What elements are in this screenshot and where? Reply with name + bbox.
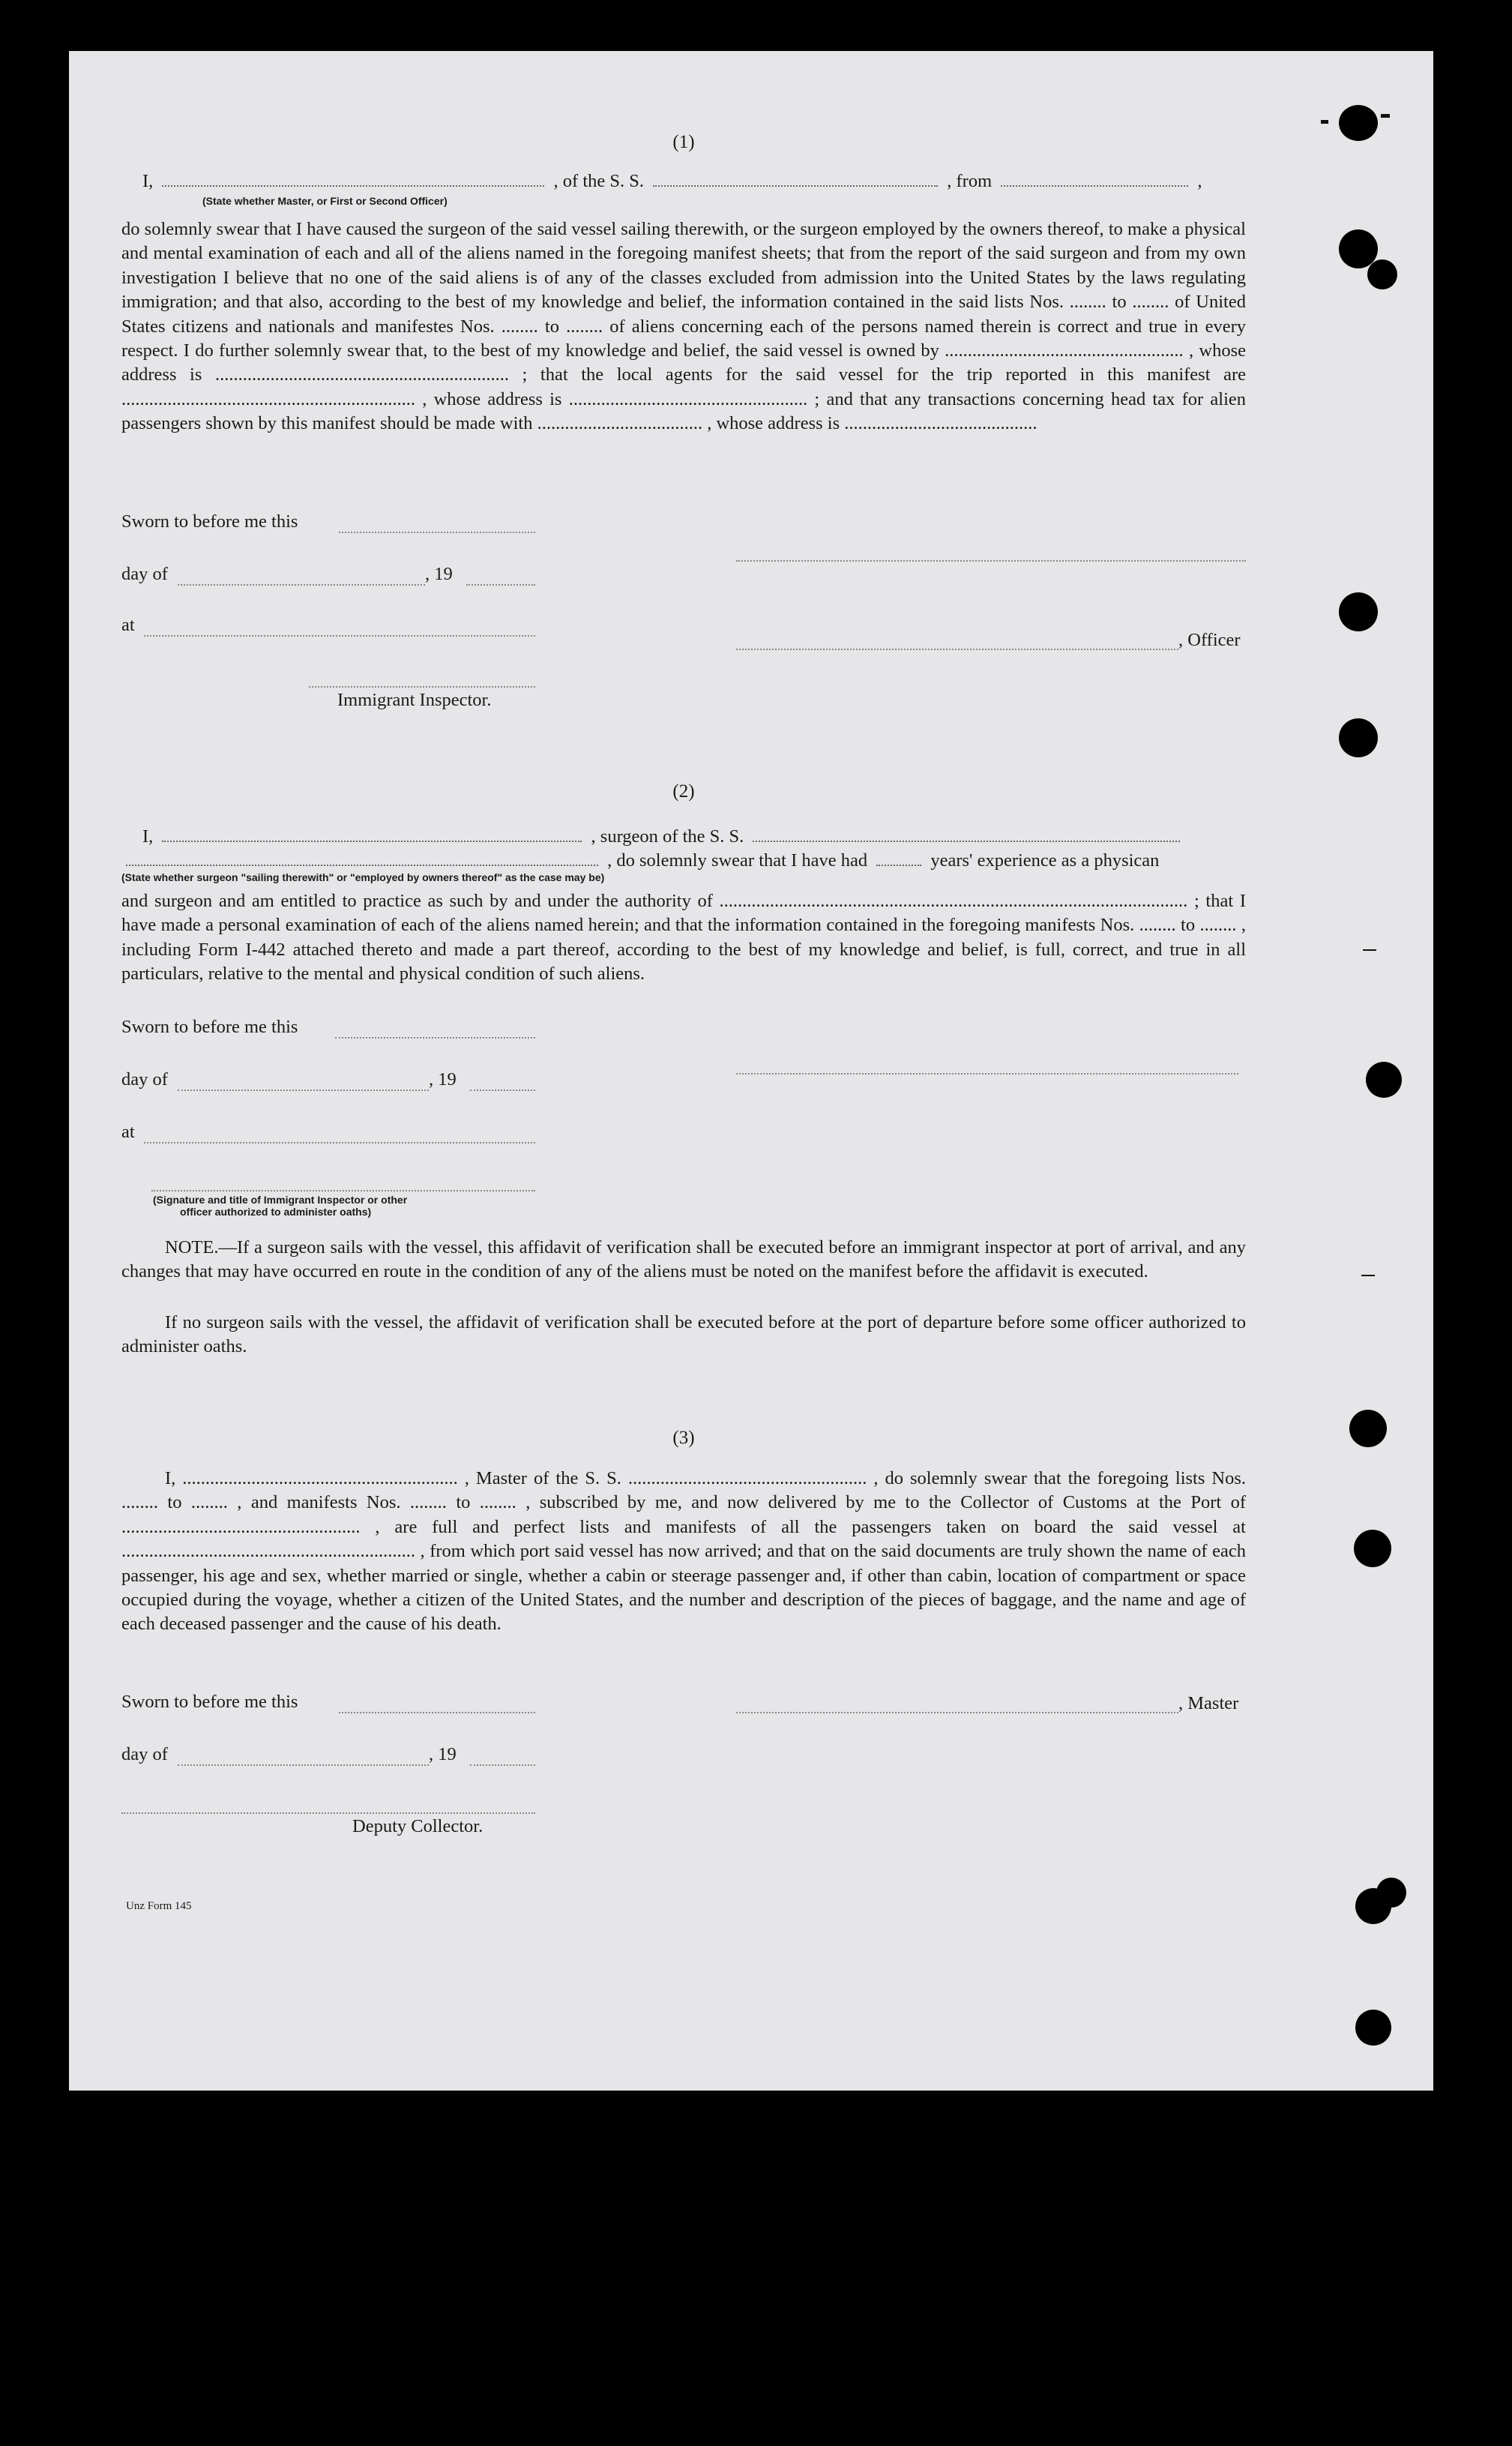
year-field-2[interactable] [470, 1089, 535, 1091]
place-field-2[interactable] [144, 1141, 535, 1144]
section-2-oath-paragraph: and surgeon and am entitled to practice as such by and under the authority of ...................................................................................................... ; that I have made a personal examination of each of the aliens named herein; and that the information contained in the foregoing manifests Nos. ........ to ........ , including Form I-442 attached thereto and made a part thereof, according to the best of my knowledge and belief, is full, correct, and true in all particulars, relative to the mental and physical condition of such aliens. [121, 891, 1246, 985]
section-2-line2 [121, 850, 1159, 871]
from-label: , from [947, 171, 993, 191]
day-of-label-2: day of [121, 1069, 168, 1090]
sworn-label-2: Sworn to before me this [121, 1017, 298, 1037]
officer-signature-field[interactable] [736, 559, 1246, 562]
section-3-oath-paragraph: I, ............................................................ , Master of the S. S. .................................................... , do solemnly swear that the foregoing lists Nos. ........ to ........ , and manifests Nos. ........ to ........ , subscribed by me, and now delivered by me to the Collector of Customs at the Port of .................................................... , are full and perfect lists and manifests of all the passengers taken on board the said vessel at ................................................................ , from which port said vessel has now arrived; and that on the said documents are truly shown the name of each passenger, his age and sex, whether married or single, whether a cabin or steerage passenger and, if other than cabin, location of compartment or space occupied during the voyage, whether a citizen of the United States, and the number and description of the pieces of baggage, and the name and age of each deceased passenger and the cause of his death. [121, 1468, 1246, 1635]
year-field-3[interactable] [470, 1764, 535, 1766]
signature-note-line-2: officer authorized to administer oaths) [180, 1206, 372, 1218]
officer-rank-note: (State whether Master, or First or Second Officer) [202, 195, 448, 207]
officer-name-field[interactable] [736, 648, 1178, 650]
collector-signature-field[interactable] [121, 1812, 535, 1814]
surgeon-status-field[interactable] [126, 864, 598, 866]
sworn-date-field-1[interactable] [339, 531, 535, 533]
trailing-comma: , [1197, 171, 1202, 191]
administering-officer-signature-field[interactable] [151, 1189, 535, 1192]
vessel-name-field[interactable] [653, 184, 938, 187]
binder-hole [1339, 592, 1378, 631]
place-field-1[interactable] [144, 634, 535, 637]
years-field[interactable] [876, 864, 921, 866]
surgeon-signature-field[interactable] [736, 1072, 1238, 1075]
sworn-label-1: Sworn to before me this [121, 511, 298, 532]
from-port-field[interactable] [1001, 184, 1188, 187]
binder-hole [1349, 1410, 1387, 1447]
surgeon-name-field[interactable] [162, 840, 582, 842]
sworn-label-3: Sworn to before me this [121, 1692, 298, 1712]
binder-hole [1366, 1062, 1402, 1098]
section-2-number: (2) [672, 781, 695, 802]
margin-mark [1321, 120, 1328, 124]
section-3-number: (3) [672, 1428, 695, 1448]
margin-mark [1381, 114, 1390, 118]
at-label-1: at [121, 615, 135, 635]
year-label-3: , 19 [429, 1744, 457, 1764]
day-of-label-1: day of [121, 564, 168, 584]
year-label-2: , 19 [429, 1069, 457, 1090]
binder-hole [1354, 1530, 1391, 1567]
sworn-date-field-3[interactable] [339, 1711, 535, 1713]
surgeon-label: , surgeon of the S. S. [591, 826, 744, 847]
binder-hole [1339, 718, 1378, 757]
binder-hole [1355, 2010, 1391, 2046]
sworn-date-field-2[interactable] [335, 1036, 535, 1039]
section-1-number: (1) [672, 132, 695, 152]
experience-text: years' experience as a physican [930, 850, 1160, 871]
day-month-field-1[interactable] [178, 583, 425, 586]
margin-mark [1361, 1275, 1375, 1276]
manifest-page [69, 51, 1433, 2091]
binder-hole [1339, 105, 1378, 141]
name-field[interactable] [162, 184, 544, 187]
master-label: , Master [1178, 1693, 1239, 1713]
section-1-oath-paragraph: do solemnly swear that I have caused the surgeon of the said vessel sailing therewith, or the surgeon employed by the owners thereof, to make a physical and mental examination of each and all of the aliens named in the foregoing manifest sheets; that from the report of the said surgeon and from my own investigation I believe that no one of the said aliens is of any of the classes excluded from admission into the United States by the laws regulating immigration; and that also, according to the best of my knowledge and belief, the information contained in the said lists Nos. ........ to ........ of United States citizens and nationals and manifestes Nos. ........ to ........ of aliens concerning each of the persons named therein is correct and true in every respect. I do further solemnly swear that, to the best of my knowledge and belief, the said vessel is owned by .................................................... , whose address is ................................................................ ; that the local agents for the said vessel for the trip reported in this manifest are ................................................................ , whose address is .................................................... ; and that any transactions concerning head tax for alien passengers shown by this manifest should be made with .................................... , whose address is .......................................... [121, 219, 1246, 434]
year-field-1[interactable] [466, 583, 535, 586]
day-month-field-3[interactable] [178, 1764, 429, 1766]
day-month-field-2[interactable] [178, 1089, 429, 1091]
form-number: Unz Form 145 [126, 1900, 192, 1912]
vessel-label: , of the S. S. [553, 171, 645, 191]
master-signature-field[interactable] [736, 1711, 1178, 1713]
signature-note-line-1: (Signature and title of Immigrant Inspector or other [153, 1194, 408, 1206]
inspector-label: Immigrant Inspector. [337, 690, 492, 710]
binder-hole [1376, 1878, 1406, 1908]
pronoun-i: I, [142, 826, 154, 847]
pronoun-i: I, [142, 171, 154, 191]
note-paragraph-2: If no surgeon sails with the vessel, the affidavit of verification shall be executed before at the port of departure before some officer authorized to administer oaths. [121, 1312, 1246, 1357]
at-label-2: at [121, 1122, 135, 1142]
margin-mark [1363, 949, 1376, 951]
section-2-line1 [142, 826, 1184, 847]
vessel-name-field[interactable] [753, 840, 1180, 842]
year-label-1: , 19 [425, 564, 453, 584]
section-1-line1 [142, 171, 1202, 192]
surgeon-status-note: (State whether surgeon "sailing therewith" or "employed by owners thereof" as the case may be) [121, 871, 605, 883]
officer-label: , Officer [1178, 630, 1241, 650]
binder-hole [1367, 259, 1397, 289]
note-paragraph: NOTE.—If a surgeon sails with the vessel, this affidavit of verification shall be executed before an immigrant inspector at port of arrival, and any changes that may have occurred en route in the condition of any of the aliens must be noted on the manifest before the affidavit is executed. [121, 1237, 1246, 1282]
day-of-label-3: day of [121, 1744, 168, 1764]
collector-label: Deputy Collector. [352, 1816, 484, 1836]
inspector-signature-field[interactable] [309, 685, 535, 688]
oath-text: , do solemnly swear that I have had [607, 850, 868, 871]
